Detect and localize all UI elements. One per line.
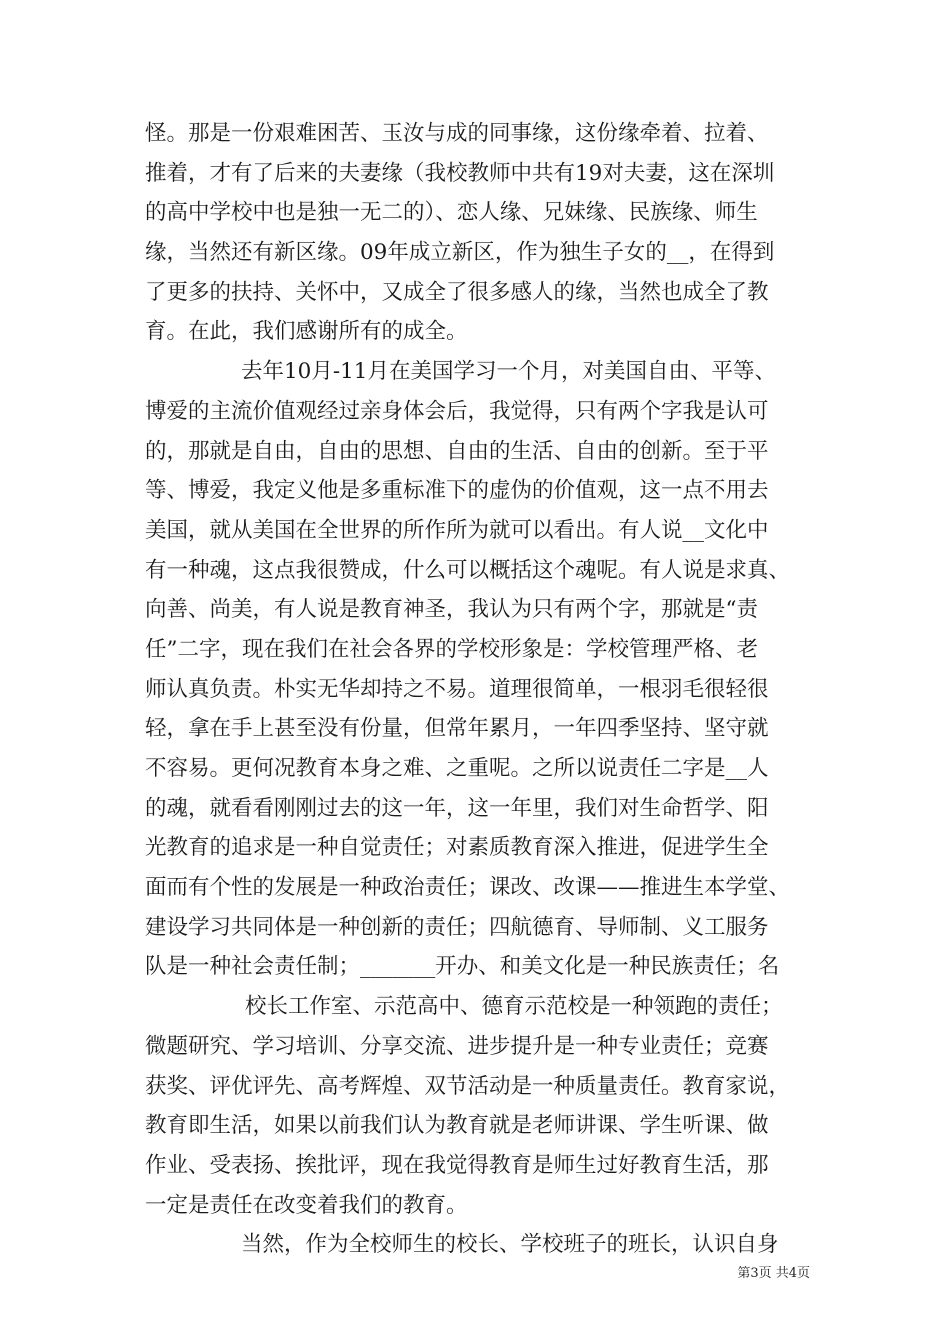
text-line-9: 的，那就是自由，自由的思想、自由的生活、自由的创新。至于平 [145, 438, 769, 464]
body-text [145, 114, 815, 1265]
text-line-28: 一定是责任在改变着我们的教育。 [145, 1192, 468, 1218]
text-line-22: 队是一种社会责任制；_______开办、和美文化是一种民族责任；名 [145, 954, 780, 980]
text-line-8: 博爱的主流价值观经过亲身体会后，我觉得，只有两个字我是认可 [145, 398, 769, 424]
text-line-15: 师认真负责。朴实无华却持之不易。道理很简单，一根羽毛很轻很 [145, 676, 769, 702]
text-line-17: 不容易。更何况教育本身之难、之重呢。之所以说责任二字是__人 [145, 756, 769, 781]
text-line-1: 怪。那是一份艰难困苦、玉汝与成的同事缘，这份缘牵着、拉着、 [145, 121, 769, 146]
text-line-5: 了更多的扶持、关怀中，又成全了很多感人的缘，当然也成全了教 [145, 279, 769, 305]
text-line-12: 有一种魂，这点我很赞成，什么可以概括这个魂呢。有人说是求真、 [145, 557, 791, 583]
text-line-16: 轻，拿在手上甚至没有份量，但常年累月，一年四季坚持、坚守就 [145, 716, 769, 742]
text-line-18: 的魂，就看看刚刚过去的这一年，这一年里，我们对生命哲学、阳 [145, 795, 769, 821]
page-number: 第3页 共4页 [737, 1266, 810, 1281]
text-line-20: 面而有个性的发展是一种政治责任；课改、改课——推进生本学堂、 [145, 875, 791, 901]
text-line-19: 光教育的追求是一种自觉责任；对素质教育深入推进，促进学生全 [145, 835, 769, 861]
text-line-11: 美国，就从美国在全世界的所作所为就可以看出。有人说__文化中 [145, 517, 769, 543]
text-line-4: 缘，当然还有新区缘。09年成立新区，作为独生子女的__，在得到 [145, 240, 775, 266]
text-line-21: 建设学习共同体是一种创新的责任；四航德育、导师制、义工服务 [145, 914, 769, 940]
text-line-26: 教育即生活，如果以前我们认为教育就是老师讲课、学生听课、做 [145, 1113, 769, 1139]
text-line-24: 微题研究、学习培训、分享交流、进步提升是一种专业责任；竞赛 [145, 1033, 769, 1059]
text-line-6: 育。在此，我们感谢所有的成全。 [145, 319, 468, 345]
text-line-13: 向善、尚美，有人说是教育神圣，我认为只有两个字，那就是“责 [145, 597, 758, 623]
text-line-23: 校长工作室、示范高中、德育示范校是一种领跑的责任； [245, 994, 783, 1020]
text-line-2: 推着，才有了后来的夫妻缘（我校教师中共有19对夫妻，这在深圳 [145, 160, 775, 186]
text-line-14: 任”二字，现在我们在社会各界的学校形象是：学校管理严格、老 [145, 636, 758, 662]
text-line-27: 作业、受表扬、挨批评，现在我觉得教育是师生过好教育生活，那 [145, 1152, 769, 1178]
text-line-3: 的高中学校中也是独一无二的）、恋人缘、兄妹缘、民族缘、师生 [145, 200, 758, 226]
text-line-10: 等、博爱，我定义他是多重标准下的虚伪的价值观，这一点不用去 [145, 478, 769, 504]
text-line-7: 去年10月-11月在美国学习一个月，对美国自由、平等、 [241, 359, 776, 385]
text-line-29: 当然，作为全校师生的校长、学校班子的班长，认识自身 [241, 1232, 779, 1258]
text-line-25: 获奖、评优评先、高考辉煌、双节活动是一种质量责任。教育家说， [145, 1073, 791, 1099]
